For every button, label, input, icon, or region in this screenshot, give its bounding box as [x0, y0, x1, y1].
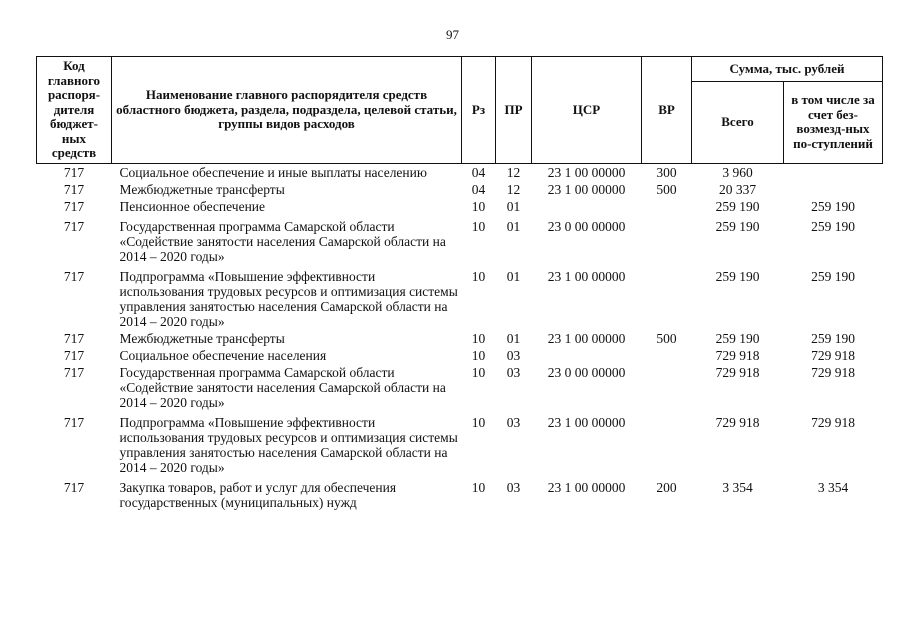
- table-row: [37, 163, 883, 181]
- header-total: Всего: [692, 82, 784, 163]
- header-rz: Рз: [462, 57, 496, 164]
- row-rz: 10: [471, 218, 486, 234]
- row-pr: 03: [506, 414, 521, 430]
- header-code: Код главного распоря-дителя бюджет-ных средств: [37, 57, 112, 164]
- row-pr: 01: [506, 330, 521, 346]
- row-vr: 500: [656, 181, 677, 197]
- row-incl: 3 354: [817, 479, 849, 495]
- row-csr: 23 1 00 00000: [547, 330, 626, 346]
- row-incl: 729 918: [811, 414, 855, 430]
- row-code: 717: [63, 330, 85, 346]
- row-pr: 03: [506, 479, 521, 495]
- row-code: 717: [63, 347, 85, 363]
- row-rz: 04: [471, 181, 486, 197]
- row-csr: 23 0 00 00000: [547, 218, 626, 234]
- row-incl: [784, 163, 883, 181]
- table-body: [37, 163, 883, 511]
- row-incl: 259 190: [811, 268, 855, 284]
- row-total: 3 354: [722, 479, 753, 495]
- row-vr: [642, 265, 692, 330]
- table-row: [37, 181, 883, 198]
- row-total: 729 918: [715, 347, 760, 363]
- row-code: 717: [63, 414, 85, 430]
- row-rz: 10: [471, 347, 486, 363]
- row-name: Подпрограмма «Повышение эффективности использования трудовых ресурсов и оптимизация системы управления занятостью населения Самарской области на 2014 – 2020 годы»: [119, 268, 458, 329]
- table-row: [37, 476, 883, 511]
- row-code: 717: [63, 364, 85, 380]
- row-name: Межбюджетные трансферты: [119, 330, 285, 346]
- row-total: 259 190: [715, 198, 760, 214]
- budget-table: [36, 56, 883, 511]
- row-code: 717: [63, 268, 85, 284]
- row-incl: 729 918: [811, 347, 855, 363]
- row-incl: 729 918: [811, 364, 855, 380]
- row-vr: [642, 198, 692, 215]
- row-csr: 23 1 00 00000: [547, 414, 626, 430]
- row-code: 717: [63, 164, 85, 180]
- row-incl: 259 190: [811, 198, 855, 214]
- row-incl: 259 190: [811, 218, 855, 234]
- row-vr: [642, 215, 692, 265]
- header-pr: ПР: [496, 57, 532, 164]
- row-name: Подпрограмма «Повышение эффективности использования трудовых ресурсов и оптимизация системы управления занятостью населения Самарской области на 2014 – 2020 годы»: [119, 414, 458, 475]
- header-incl: в том числе за счет без-возмезд-ных по-ступлений: [784, 82, 883, 163]
- row-vr: 200: [656, 479, 677, 495]
- row-vr: [642, 364, 692, 411]
- row-rz: 10: [471, 414, 486, 430]
- row-csr: 23 1 00 00000: [547, 181, 626, 197]
- table-row: [37, 347, 883, 364]
- row-pr: 03: [506, 364, 521, 380]
- row-name: Межбюджетные трансферты: [119, 181, 285, 197]
- row-csr: 23 1 00 00000: [547, 268, 626, 284]
- row-name: Закупка товаров, работ и услуг для обеспечения государственных (муниципальных) нужд: [119, 479, 397, 510]
- row-total: 259 190: [715, 218, 760, 234]
- row-total: 3 960: [722, 164, 753, 180]
- row-rz: 10: [471, 268, 486, 284]
- table-row: [37, 265, 883, 330]
- row-csr: 23 1 00 00000: [547, 479, 626, 495]
- row-code: 717: [63, 479, 85, 495]
- row-name: Пенсионное обеспечение: [119, 198, 266, 214]
- row-pr: 01: [506, 198, 521, 214]
- row-total: 729 918: [715, 364, 760, 380]
- row-rz: 10: [471, 198, 486, 214]
- row-incl: 259 190: [811, 330, 855, 346]
- table-row: [37, 364, 883, 411]
- row-code: 717: [63, 218, 85, 234]
- table-row: [37, 198, 883, 215]
- row-total: 259 190: [715, 330, 760, 346]
- row-name: Социальное обеспечение и иные выплаты населению: [119, 164, 427, 180]
- table-row: [37, 330, 883, 347]
- row-total: 729 918: [715, 414, 760, 430]
- row-vr: 500: [656, 330, 677, 346]
- header-name: Наименование главного распорядителя средств областного бюджета, раздела, подраздела, целевой статьи, группы видов расходов: [112, 57, 462, 164]
- row-vr: 300: [656, 164, 677, 180]
- row-vr: [642, 347, 692, 364]
- row-pr: 01: [506, 218, 521, 234]
- row-csr: [532, 347, 642, 364]
- page-number: 97: [446, 27, 459, 42]
- row-total: 259 190: [715, 268, 760, 284]
- row-pr: 01: [506, 268, 521, 284]
- row-pr: 03: [506, 347, 521, 363]
- table-row: [37, 215, 883, 265]
- row-rz: 10: [471, 330, 486, 346]
- row-name: Социальное обеспечение населения: [119, 347, 327, 363]
- header-sum: Сумма, тыс. рублей: [692, 57, 883, 82]
- row-name: Государственная программа Самарской области «Содействие занятости населения Самарской области на 2014 – 2020 годы»: [119, 218, 446, 264]
- row-name: Государственная программа Самарской области «Содействие занятости населения Самарской области на 2014 – 2020 годы»: [119, 364, 446, 410]
- header-vr: ВР: [642, 57, 692, 164]
- row-csr: 23 1 00 00000: [547, 164, 626, 180]
- table-row: [37, 411, 883, 476]
- row-rz: 04: [471, 164, 486, 180]
- row-pr: 12: [506, 181, 521, 197]
- row-rz: 10: [471, 479, 486, 495]
- row-csr: [532, 198, 642, 215]
- row-vr: [642, 411, 692, 476]
- row-code: 717: [63, 181, 85, 197]
- row-pr: 12: [506, 164, 521, 180]
- row-incl: [784, 181, 883, 198]
- row-code: 717: [63, 198, 85, 214]
- row-csr: 23 0 00 00000: [547, 364, 626, 380]
- table-header: [37, 57, 883, 164]
- row-rz: 10: [471, 364, 486, 380]
- header-csr: ЦСР: [532, 57, 642, 164]
- row-total: 20 337: [718, 181, 757, 197]
